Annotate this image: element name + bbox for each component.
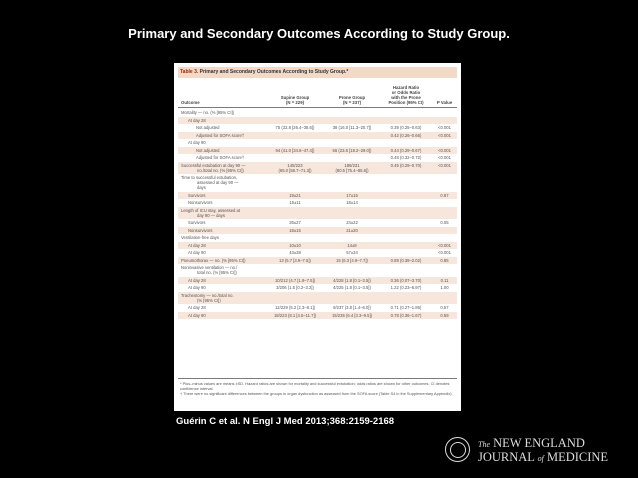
header-supine-line1: Supine Group xyxy=(280,95,310,100)
table-caption xyxy=(178,67,457,78)
p-value-cell-line: <0.001 xyxy=(438,162,451,168)
prone-cell xyxy=(324,193,380,198)
table-row xyxy=(178,192,457,200)
p-value-cell xyxy=(432,278,457,283)
header-prone-line1: Prone Group xyxy=(338,95,366,100)
prone-cell-line: 186/231 xyxy=(344,162,360,168)
row-label-line: Ventilation-free days xyxy=(181,235,219,240)
journal-logo-line1: NEW ENGLAND xyxy=(493,436,585,450)
row-label-line: Mortality — no. (% [95% CI]) xyxy=(181,110,235,115)
table-row xyxy=(178,257,457,265)
outcomes-table xyxy=(174,63,461,411)
supine-cell-line: 145/223 xyxy=(287,162,303,168)
supine-cell xyxy=(266,148,324,153)
p-value-cell xyxy=(432,313,457,318)
prone-cell xyxy=(324,305,380,310)
p-value-cell xyxy=(432,243,457,248)
supine-cell-line: 26±27 xyxy=(289,220,301,225)
ratio-cell-line: 0.78 (0.36–1.67) xyxy=(390,312,422,318)
row-label-line: At day 90 xyxy=(188,140,206,145)
row-label xyxy=(181,175,238,190)
journal-logo-medicine: MEDICINE xyxy=(546,450,609,464)
supine-cell xyxy=(266,200,324,205)
row-label-line: At day 90 xyxy=(188,250,206,255)
p-value-cell xyxy=(432,305,457,310)
header-p-value: P Value xyxy=(436,100,453,105)
table-row xyxy=(178,312,457,320)
table-row xyxy=(178,132,457,140)
supine-cell xyxy=(266,258,324,263)
row-label xyxy=(188,285,206,290)
supine-cell xyxy=(266,193,324,198)
journal-seal-icon xyxy=(445,437,470,462)
row-label xyxy=(188,220,205,225)
row-label-line: At day 90 xyxy=(188,312,206,318)
row-label xyxy=(188,228,212,233)
table-row xyxy=(178,139,457,147)
table-row xyxy=(178,277,457,285)
row-label-line: Not adjusted xyxy=(196,125,220,130)
p-value-cell-line: <0.001 xyxy=(438,250,451,255)
prone-cell-line: 4/228 (1.8 [0.1–3.5]) xyxy=(333,277,371,283)
supine-cell xyxy=(266,285,324,290)
ratio-cell-line: 0.71 (0.27–1.86) xyxy=(390,305,422,310)
p-value-cell-line: 0.85 xyxy=(440,257,449,263)
prone-cell xyxy=(324,163,380,173)
header-ratio-line1: Hazard Ratio xyxy=(392,85,420,90)
table-row xyxy=(178,199,457,207)
table-row xyxy=(178,117,457,125)
p-value-cell-line: 1.00 xyxy=(440,285,449,290)
supine-cell-line: 3/206 (1.5 [0.2–3.2]) xyxy=(276,285,314,290)
prone-cell-line: 14±9 xyxy=(347,242,357,248)
row-label-line: Survivors xyxy=(188,220,206,225)
supine-cell-line: 18/223 (8.1 [4.5–11.7]) xyxy=(273,312,317,318)
header-outcome: Outcome xyxy=(181,100,200,105)
row-label xyxy=(188,243,206,248)
prone-cell xyxy=(324,258,380,263)
prone-cell-line: 56 (23.6 [18.2–29.0]) xyxy=(332,147,372,153)
ratio-cell xyxy=(382,313,430,318)
row-label-line: no./total no. (% [95% CI]) xyxy=(197,167,244,173)
row-label-line: total no. (% [95% CI]) xyxy=(197,270,237,275)
ratio-cell-line: 0.48 (0.32–0.72) xyxy=(390,155,422,160)
prone-cell xyxy=(324,250,380,255)
p-value-cell xyxy=(432,193,457,198)
p-value-cell xyxy=(432,163,457,168)
row-label-line: Length of ICU stay, assessed at xyxy=(181,207,241,213)
row-label-line: Successful extubation at day 90 — xyxy=(181,162,246,168)
table-row xyxy=(178,162,457,175)
prone-cell xyxy=(324,313,380,318)
supine-cell xyxy=(266,313,324,318)
footer-rule xyxy=(178,378,457,379)
row-label xyxy=(196,125,220,130)
ratio-cell xyxy=(382,163,430,168)
row-label-line: At day 28 xyxy=(188,242,206,248)
journal-logo-of: of xyxy=(537,454,544,463)
row-label-line: At day 90 xyxy=(188,285,206,290)
header-prone xyxy=(324,95,380,105)
footnote: * Plus–minus values are means ±SD. Hazard ratios are shown for mortality and successful extubation; odds ratios are shown for other outcomes. CI denotes confidence interval. xyxy=(180,381,450,391)
prone-cell-line: 17±16 xyxy=(346,192,358,198)
p-value-cell-line: 0.11 xyxy=(440,277,449,283)
row-label xyxy=(181,265,237,275)
prone-cell xyxy=(324,148,380,153)
prone-cell-line: 9/237 (3.8 [1.4–6.0]) xyxy=(333,305,371,310)
prone-cell xyxy=(324,220,380,225)
table-row xyxy=(178,207,457,220)
row-label-line: assessed at day 90 — xyxy=(197,180,239,185)
supine-cell-line: 10±10 xyxy=(289,242,301,248)
row-label xyxy=(188,250,206,255)
ratio-cell xyxy=(382,125,430,130)
row-label-line: (% [95% CI]) xyxy=(197,297,221,303)
p-value-cell-line: <0.001 xyxy=(438,147,451,153)
ratio-cell-line: 0.39 (0.25–0.63) xyxy=(390,125,422,130)
row-label xyxy=(196,155,244,160)
prone-cell xyxy=(324,243,380,248)
ratio-cell-line: 0.42 (0.26–0.66) xyxy=(390,132,422,138)
p-value-cell-line: 0.05 xyxy=(440,220,449,225)
row-label xyxy=(181,293,234,303)
prone-cell-line: 15/235 (6.4 [3.3–9.5]) xyxy=(331,312,373,318)
row-label-line: At day 28 xyxy=(188,277,206,283)
table-row xyxy=(178,174,457,192)
supine-cell xyxy=(266,228,324,233)
row-label xyxy=(188,278,206,283)
header-ratio-line3: with the Prone xyxy=(391,95,421,100)
row-label-line: Nonsurvivors xyxy=(188,227,213,233)
p-value-cell xyxy=(432,220,457,225)
supine-cell xyxy=(266,125,324,130)
row-label xyxy=(188,193,205,198)
p-value-cell-line: <0.001 xyxy=(438,242,451,248)
supine-cell xyxy=(266,243,324,248)
row-label-line: day 90 — days xyxy=(197,212,225,218)
ratio-cell-line: 0.45 (0.29–0.70) xyxy=(390,162,422,168)
row-label-line: Noninvasive ventilation — no./ xyxy=(181,265,238,270)
supine-cell-line: (65.0 [58.7–71.3]) xyxy=(278,167,312,173)
row-label xyxy=(188,118,206,123)
table-row xyxy=(178,227,457,235)
ratio-cell xyxy=(382,278,430,283)
citation: Guérin C et al. N Engl J Med 2013;368:2159-2168 xyxy=(176,416,395,427)
prone-cell xyxy=(324,285,380,290)
table-row xyxy=(178,304,457,312)
prone-cell xyxy=(324,125,380,130)
journal-logo xyxy=(478,437,608,465)
row-label-line: Pneumothorax — no. (% [95% CI]) xyxy=(181,257,246,263)
journal-logo-journal: JOURNAL xyxy=(478,450,535,464)
ratio-cell-line: 0.36 (0.07–3.70) xyxy=(390,277,422,283)
p-value-cell-line: 0.87 xyxy=(440,192,449,198)
p-value-cell xyxy=(432,155,457,160)
table-row xyxy=(178,284,457,292)
supine-cell-line: 94 (41.0 [34.6–47.4]) xyxy=(275,147,315,153)
p-value-cell-line: 0.59 xyxy=(440,312,449,318)
p-value-cell-line: <0.001 xyxy=(438,155,451,160)
slide-title: Primary and Secondary Outcomes According to Study Group. xyxy=(128,26,510,41)
p-value-cell xyxy=(432,148,457,153)
supine-cell-line: 75 (32.8 [26.4–38.6]) xyxy=(275,125,315,130)
header-rule xyxy=(178,107,457,108)
supine-cell xyxy=(266,278,324,283)
p-value-cell xyxy=(432,258,457,263)
row-label-line: Survivors xyxy=(188,192,206,198)
header-prone-line2: (N = 237) xyxy=(342,100,362,105)
table-row xyxy=(178,249,457,257)
prone-cell-line: 18±14 xyxy=(346,200,358,205)
prone-cell xyxy=(324,200,380,205)
ratio-cell-line: 1.22 (0.23–6.97) xyxy=(390,285,422,290)
table-row xyxy=(178,154,457,162)
table-row xyxy=(178,264,457,277)
row-label xyxy=(181,235,219,240)
ratio-cell xyxy=(382,305,430,310)
prone-cell-line: 57±34 xyxy=(346,250,358,255)
supine-cell-line: 19±21 xyxy=(289,192,301,198)
row-label-line: Nonsurvivors xyxy=(188,200,213,205)
row-label-line: Adjusted for SOFA score† xyxy=(196,132,245,138)
table-footnotes xyxy=(180,381,456,396)
row-label xyxy=(181,208,240,218)
table-row xyxy=(178,109,457,117)
table-row xyxy=(178,124,457,132)
row-label xyxy=(181,163,245,173)
header-supine-line2: (N = 229) xyxy=(285,100,305,105)
p-value-cell xyxy=(432,285,457,290)
supine-cell xyxy=(266,305,324,310)
header-ratio-line4: Position (95% CI) xyxy=(388,100,424,105)
row-label-line: At day 28 xyxy=(188,117,206,123)
ratio-cell xyxy=(382,133,430,138)
row-label-line: At day 28 xyxy=(188,305,206,310)
row-label xyxy=(196,133,244,138)
table-row xyxy=(178,147,457,155)
supine-cell-line: 16±11 xyxy=(289,200,301,205)
p-value-cell xyxy=(432,125,457,130)
row-label-line: Tracheotomy — no./total no. xyxy=(181,292,234,298)
supine-cell xyxy=(266,163,324,173)
supine-cell xyxy=(266,220,324,225)
supine-cell xyxy=(266,250,324,255)
row-label-line: days xyxy=(197,185,206,190)
prone-cell-line: 24±22 xyxy=(346,220,358,225)
header-ratio xyxy=(382,85,430,105)
journal-logo-prefix: The xyxy=(478,440,490,449)
row-label xyxy=(196,148,220,153)
p-value-cell xyxy=(432,133,457,138)
prone-cell-line: 38 (16.0 [11.3–20.7]) xyxy=(332,125,372,130)
ratio-cell xyxy=(382,285,430,290)
row-label-line: Not adjusted xyxy=(196,147,220,153)
prone-cell-line: 4/225 (1.8 [0.1–3.5]) xyxy=(333,285,371,290)
p-value-cell xyxy=(432,250,457,255)
row-label xyxy=(181,110,234,115)
table-row xyxy=(178,234,457,242)
supine-cell-line: 13 (5.7 [3.9–7.5]) xyxy=(279,257,311,263)
header-ratio-line2: or Odds Ratio xyxy=(391,90,421,95)
footnote: † There were no significant differences between the groups in organ dysfunction as assessed from the SOFA score (Table S4 in the Supplementary Appendix). xyxy=(180,391,453,396)
table-number: Table 3. xyxy=(180,69,199,75)
row-label xyxy=(188,305,206,310)
ratio-cell xyxy=(382,155,430,160)
supine-cell-line: 12/229 (5.2 [2.3–8.1]) xyxy=(274,305,316,310)
row-label xyxy=(188,200,212,205)
p-value-cell-line: <0.001 xyxy=(438,132,451,138)
prone-cell-line: 21±20 xyxy=(346,227,358,233)
table-row xyxy=(178,242,457,250)
prone-cell xyxy=(324,278,380,283)
row-label xyxy=(181,258,245,263)
row-label-line: Time to successful extubation, xyxy=(181,175,238,180)
table-row xyxy=(178,292,457,305)
prone-cell-line: 15 (6.3 [4.9–7.7]) xyxy=(336,257,368,263)
prone-cell xyxy=(324,228,380,233)
p-value-cell-line: <0.001 xyxy=(438,125,451,130)
table-row xyxy=(178,219,457,227)
supine-cell-line: 18±15 xyxy=(289,227,301,233)
supine-cell-line: 10/212 (4.7 [1.9–7.5]) xyxy=(274,277,316,283)
row-label xyxy=(188,313,206,318)
row-label xyxy=(188,140,206,145)
ratio-cell-line: 0.89 (0.39–2.02) xyxy=(390,257,422,263)
row-label-line: Adjusted for SOFA score† xyxy=(196,155,245,160)
ratio-cell xyxy=(382,148,430,153)
prone-cell-line: (80.5 [75.4–85.6]) xyxy=(335,167,369,173)
ratio-cell-line: 0.44 (0.29–0.67) xyxy=(390,147,422,153)
header-supine xyxy=(266,95,324,105)
ratio-cell xyxy=(382,258,430,263)
table-caption-text: Primary and Secondary Outcomes According to Study Group.* xyxy=(199,69,349,75)
p-value-cell-line: 0.57 xyxy=(440,305,449,310)
supine-cell-line: 43±38 xyxy=(289,250,301,255)
